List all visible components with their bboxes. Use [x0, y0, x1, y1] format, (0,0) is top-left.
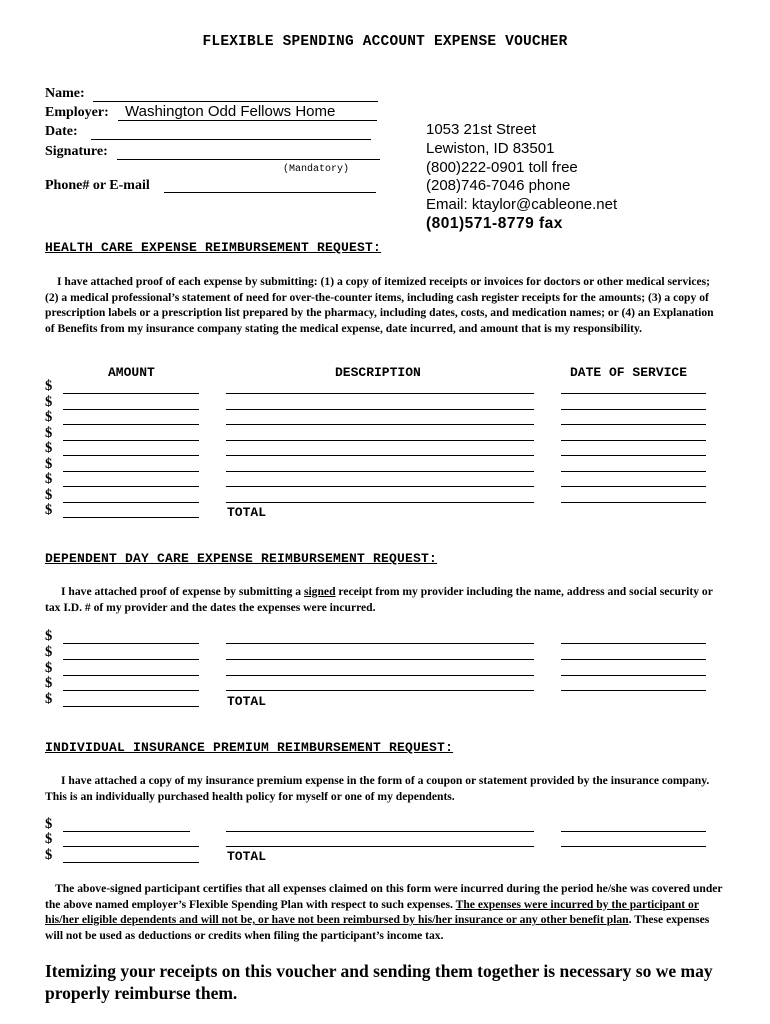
health-paragraph-text: I have attached proof of each expense by submitting: (1) a copy of itemized receipts or invoices for doctors or other medical services; (2) a medical professional’s statement of need for over-the-counter items, including cash register receipts for the amounts; (3) a copy of prescription labels or a prescription list prepared by the pharmacy, including dates, costs, and medication names; or (4) an Explanation of Benefits from my insurance company stating the medical expense, date incurred, and amount that is my responsibility.: [45, 275, 714, 335]
insurance-paragraph: [45, 773, 725, 804]
amount-field[interactable]: [63, 690, 199, 691]
amount-field[interactable]: [63, 706, 199, 707]
date-of-service-field[interactable]: [561, 675, 706, 676]
dollar-sign: $: [45, 847, 53, 863]
date-of-service-field[interactable]: [561, 440, 706, 441]
amount-field[interactable]: [63, 831, 190, 832]
address-block: [426, 121, 617, 234]
address-fax: (801)571-8779 fax: [426, 214, 563, 232]
description-field[interactable]: [226, 471, 534, 472]
amount-field[interactable]: [63, 643, 199, 644]
amount-field[interactable]: [63, 862, 199, 863]
certification-underlined: The expenses were incurred by the participant or his/her eligible dependents and will not be, or have not been reimbursed by his/her insurance or any other benefit plan: [45, 897, 699, 926]
address-toll-free: (800)222-0901 toll free: [426, 158, 578, 176]
description-field[interactable]: [226, 409, 534, 410]
health-total-label: TOTAL: [227, 505, 267, 520]
column-date-of-service: DATE OF SERVICE: [570, 365, 688, 380]
address-city: Lewiston, ID 83501: [426, 139, 555, 157]
column-amount: AMOUNT: [108, 365, 155, 380]
amount-field[interactable]: [63, 846, 199, 847]
description-field[interactable]: [226, 690, 534, 691]
description-field[interactable]: [226, 424, 534, 425]
dollar-sign: $: [45, 675, 53, 691]
health-heading: HEALTH CARE EXPENSE REIMBURSEMENT REQUEST:: [45, 240, 382, 255]
dependent-heading: DEPENDENT DAY CARE EXPENSE REIMBURSEMENT REQUEST:: [45, 551, 438, 566]
insurance-heading: INDIVIDUAL INSURANCE PREMIUM REIMBURSEMENT REQUEST:: [45, 740, 454, 755]
employer-label: Employer:: [45, 105, 109, 120]
dollar-sign: $: [45, 831, 53, 847]
date-of-service-field[interactable]: [561, 690, 706, 691]
description-field[interactable]: [226, 393, 534, 394]
dollar-sign: $: [45, 487, 53, 503]
address-email: Email: ktaylor@cableone.net: [426, 196, 618, 214]
date-of-service-field[interactable]: [561, 502, 706, 503]
dependent-text-signed: signed: [303, 585, 336, 598]
mandatory-note: (Mandatory): [283, 164, 350, 175]
date-of-service-field[interactable]: [561, 471, 706, 472]
description-field[interactable]: [226, 659, 534, 660]
amount-field[interactable]: [63, 486, 199, 487]
insurance-paragraph-text: I have attached a copy of my insurance premium expense in the form of a coupon or statement provided by the insurance company. This is an individually purchased health policy for myself or one of my dependents.: [45, 774, 710, 803]
description-field[interactable]: [226, 440, 534, 441]
footer-note: Itemizing your receipts on this voucher and sending them together is necessary so we may properly reimburse them.: [45, 961, 713, 1003]
dependent-text-before: I have attached proof of expense by submitting a: [61, 585, 304, 598]
amount-field[interactable]: [63, 502, 199, 503]
address-phone: (208)746-7046 phone: [426, 177, 571, 195]
dependent-text-after: receipt from my provider including the name, address and social security or tax I.D. # of my provider and the dates the expenses were incurred.: [45, 585, 713, 614]
date-label: Date:: [45, 124, 78, 139]
column-description: DESCRIPTION: [335, 365, 421, 380]
date-of-service-field[interactable]: [561, 409, 706, 410]
insurance-total-label: TOTAL: [227, 849, 267, 864]
date-of-service-field[interactable]: [561, 424, 706, 425]
amount-field[interactable]: [63, 424, 199, 425]
date-of-service-field[interactable]: [561, 831, 706, 832]
description-field[interactable]: [226, 675, 534, 676]
amount-field[interactable]: [63, 455, 199, 456]
dollar-sign: $: [45, 644, 53, 660]
dollar-sign: $: [45, 409, 53, 425]
phone-email-field[interactable]: [164, 192, 376, 193]
amount-field[interactable]: [63, 440, 199, 441]
certification-text: [45, 881, 725, 943]
dollar-sign: $: [45, 628, 53, 644]
dependent-paragraph: [45, 584, 725, 615]
dependent-total-label: TOTAL: [227, 694, 267, 709]
dollar-sign: $: [45, 691, 53, 707]
dollar-sign: $: [45, 502, 53, 518]
amount-field[interactable]: [63, 409, 199, 410]
amount-field[interactable]: [63, 393, 199, 394]
form-title: FLEXIBLE SPENDING ACCOUNT EXPENSE VOUCHER: [202, 34, 568, 50]
date-of-service-field[interactable]: [561, 393, 706, 394]
description-field[interactable]: [226, 502, 534, 503]
dollar-sign: $: [45, 816, 53, 832]
health-paragraph: [45, 274, 725, 336]
description-field[interactable]: [226, 486, 534, 487]
address-street: 1053 21st Street: [426, 121, 537, 138]
description-field[interactable]: [226, 455, 534, 456]
dollar-sign: $: [45, 456, 53, 472]
name-field[interactable]: [93, 101, 378, 102]
dollar-sign: $: [45, 660, 53, 676]
amount-field[interactable]: [63, 659, 199, 660]
date-of-service-field[interactable]: [561, 486, 706, 487]
employer-field[interactable]: [118, 120, 377, 121]
amount-field[interactable]: [63, 675, 199, 676]
description-field[interactable]: [226, 846, 534, 847]
description-field[interactable]: [226, 831, 534, 832]
date-of-service-field[interactable]: [561, 846, 706, 847]
phone-label: Phone# or E-mail: [45, 178, 150, 193]
employer-value: Washington Odd Fellows Home: [125, 103, 336, 120]
amount-field[interactable]: [63, 471, 199, 472]
certification-part3: . These expenses will not be used as deductions or credits when filing the participant’s income tax.: [45, 913, 710, 942]
amount-field[interactable]: [63, 517, 199, 518]
signature-label: Signature:: [45, 144, 108, 159]
date-of-service-field[interactable]: [561, 455, 706, 456]
dollar-sign: $: [45, 440, 53, 456]
date-of-service-field[interactable]: [561, 643, 706, 644]
dollar-sign: $: [45, 425, 53, 441]
date-of-service-field[interactable]: [561, 659, 706, 660]
name-label: Name:: [45, 86, 85, 101]
dollar-sign: $: [45, 378, 53, 394]
certification-part1: The above-signed participant certifies that all expenses claimed on this form were incurred during the period he/she was covered under the above named employer’s Flexible Spending Plan with respect to such expenses.: [45, 882, 723, 911]
dollar-sign: $: [45, 394, 53, 410]
dollar-sign: $: [45, 471, 53, 487]
description-field[interactable]: [226, 643, 534, 644]
date-field[interactable]: [91, 139, 371, 140]
signature-field[interactable]: [117, 159, 380, 160]
